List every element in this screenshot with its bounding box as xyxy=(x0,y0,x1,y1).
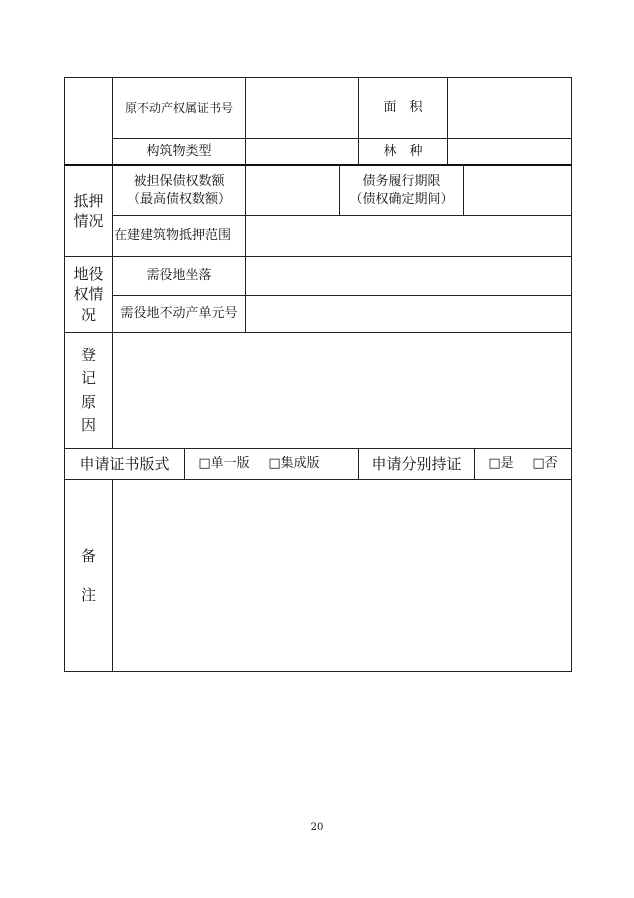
registration-reason-label: 登 记 原 因 xyxy=(80,346,96,434)
mortgage-section-label: 抵押 情况 xyxy=(73,191,104,230)
servient-land-unit-number-label: 需役地不动产单元号 xyxy=(120,306,238,322)
construction-mortgage-scope-field[interactable] xyxy=(246,216,571,256)
construction-mortgage-scope-label: 在建建筑物抵押范围 xyxy=(114,228,232,244)
separate-cert-no-checkbox[interactable]: □否 xyxy=(532,456,558,472)
secured-amount-field[interactable] xyxy=(246,166,339,215)
cert-format-single-checkbox[interactable]: □单一版 xyxy=(198,456,250,472)
separate-cert-yes-checkbox[interactable]: □是 xyxy=(488,456,514,472)
easement-section-label: 地役 权情 况 xyxy=(73,265,104,324)
cert-format-label: 申请证书版式 xyxy=(79,454,170,473)
forest-type-label: 林 种 xyxy=(383,144,423,160)
area-label: 面 积 xyxy=(383,100,423,116)
original-cert-number-field[interactable] xyxy=(246,78,358,138)
debt-period-field[interactable] xyxy=(464,166,571,215)
remarks-field[interactable] xyxy=(113,480,571,671)
forest-type-field[interactable] xyxy=(448,139,571,165)
servient-land-unit-number-field[interactable] xyxy=(246,296,571,332)
registration-reason-field[interactable] xyxy=(113,333,571,448)
area-field[interactable] xyxy=(448,78,571,138)
debt-period-label: 债务履行期限 （债权确定期间） xyxy=(349,173,454,207)
servient-land-location-field[interactable] xyxy=(246,257,571,295)
original-cert-number-label: 原不动产权属证书号 xyxy=(124,100,233,115)
structure-type-label: 构筑物类型 xyxy=(146,144,212,160)
page-number: 20 xyxy=(310,822,324,833)
col-divider xyxy=(184,448,185,479)
cert-format-combined-checkbox[interactable]: □集成版 xyxy=(268,456,320,472)
remarks-label: 备 注 xyxy=(80,546,96,604)
servient-land-location-label: 需役地坐落 xyxy=(146,268,212,284)
separate-cert-label: 申请分别持证 xyxy=(371,454,462,473)
secured-amount-label: 被担保债权数额 （最高债权数额） xyxy=(126,173,231,207)
structure-type-field[interactable] xyxy=(246,139,358,165)
col-divider xyxy=(474,448,475,479)
